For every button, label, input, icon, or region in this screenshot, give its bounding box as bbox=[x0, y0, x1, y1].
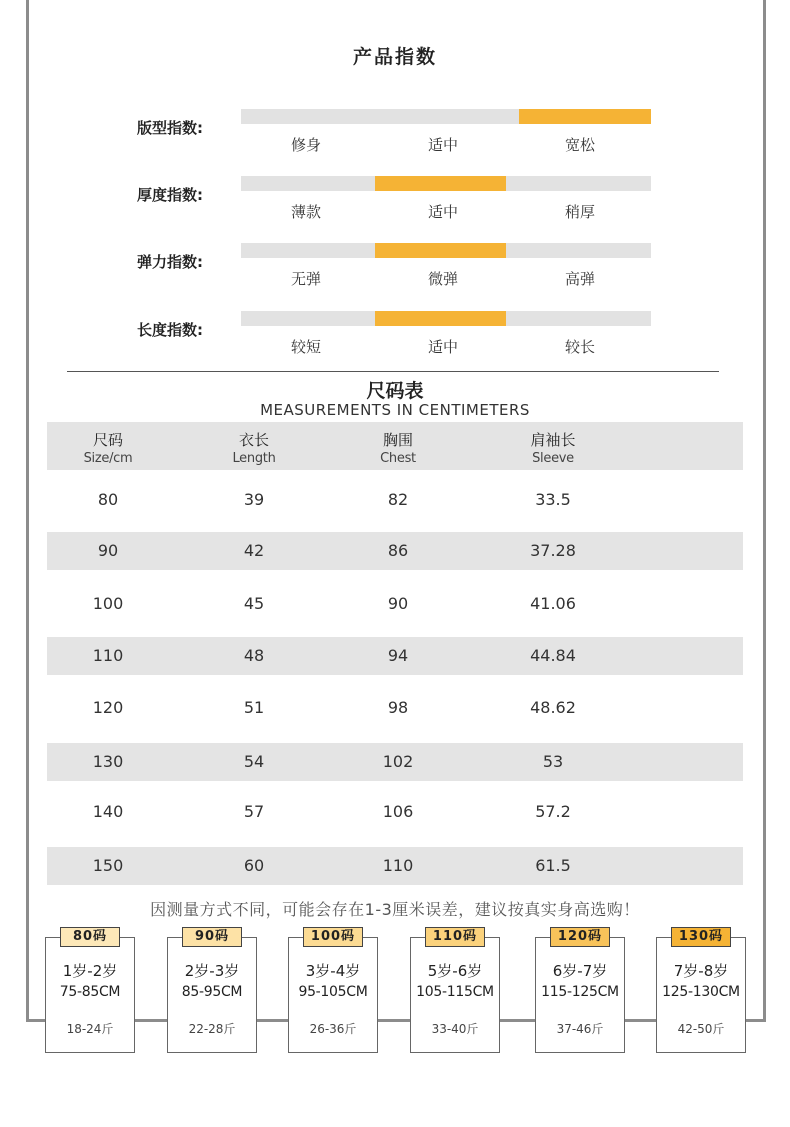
age-text: 7岁-8岁 bbox=[673, 962, 729, 980]
size-card bbox=[656, 929, 746, 1053]
table-cell: 82 bbox=[387, 490, 409, 509]
weight-text: 26-36斤 bbox=[309, 1022, 357, 1036]
index-row bbox=[0, 243, 790, 303]
table-cell: 60 bbox=[243, 856, 265, 875]
height-text: 115-125CM bbox=[541, 984, 619, 1000]
header-chest-en: Chest bbox=[380, 451, 416, 466]
size-card bbox=[167, 929, 257, 1053]
size-tag: 90码 bbox=[182, 927, 242, 947]
header-length-en: Length bbox=[232, 451, 276, 466]
index-bar-highlight bbox=[375, 176, 506, 191]
index-bar bbox=[241, 176, 651, 191]
age-text: 3岁-4岁 bbox=[305, 962, 361, 980]
table-cell: 130 bbox=[92, 752, 124, 771]
table-row bbox=[47, 847, 743, 885]
index-option: 较长 bbox=[564, 338, 595, 356]
table-row bbox=[47, 793, 743, 831]
header-size-en: Size/cm bbox=[83, 451, 133, 466]
height-text: 125-130CM bbox=[662, 984, 740, 1000]
header-length-zh: 衣长 bbox=[238, 431, 269, 449]
table-cell: 102 bbox=[382, 752, 414, 771]
index-row bbox=[0, 176, 790, 236]
size-table-header bbox=[47, 422, 743, 470]
table-row bbox=[47, 481, 743, 519]
size-chart-title: 尺码表 bbox=[366, 380, 424, 402]
index-option: 适中 bbox=[427, 338, 458, 356]
table-cell: 98 bbox=[387, 698, 409, 717]
table-cell: 94 bbox=[387, 646, 409, 665]
size-tag: 110码 bbox=[425, 927, 485, 947]
table-cell: 140 bbox=[92, 802, 124, 821]
table-cell: 86 bbox=[387, 541, 409, 560]
table-cell: 80 bbox=[97, 490, 119, 509]
age-text: 2岁-3岁 bbox=[184, 962, 240, 980]
index-option: 适中 bbox=[427, 203, 458, 221]
index-bar-highlight bbox=[375, 311, 506, 326]
table-cell: 33.5 bbox=[535, 490, 571, 509]
index-label: 版型指数: bbox=[137, 119, 203, 137]
section-divider bbox=[67, 371, 719, 372]
table-cell: 110 bbox=[382, 856, 414, 875]
index-row bbox=[0, 311, 790, 371]
table-cell: 51 bbox=[243, 698, 265, 717]
table-cell: 90 bbox=[387, 594, 409, 613]
table-row bbox=[47, 532, 743, 570]
table-cell: 61.5 bbox=[535, 856, 571, 875]
weight-text: 37-46斤 bbox=[556, 1022, 604, 1036]
header-size bbox=[43, 422, 173, 466]
index-bar-highlight bbox=[519, 109, 651, 124]
index-option: 修身 bbox=[290, 136, 321, 154]
size-tag: 130码 bbox=[671, 927, 731, 947]
table-cell: 57 bbox=[243, 802, 265, 821]
table-cell: 44.84 bbox=[530, 646, 576, 665]
weight-text: 18-24斤 bbox=[66, 1022, 114, 1036]
height-text: 85-95CM bbox=[181, 984, 243, 1000]
index-option: 稍厚 bbox=[564, 203, 595, 221]
index-option: 宽松 bbox=[564, 136, 595, 154]
index-option: 适中 bbox=[427, 136, 458, 154]
index-bar-highlight bbox=[375, 243, 506, 258]
frame-bottom-line bbox=[26, 1019, 766, 1022]
table-cell: 150 bbox=[92, 856, 124, 875]
height-text: 95-105CM bbox=[298, 984, 368, 1000]
size-card bbox=[535, 929, 625, 1053]
table-cell: 57.2 bbox=[535, 802, 571, 821]
index-option: 薄款 bbox=[290, 203, 321, 221]
table-cell: 53 bbox=[542, 752, 564, 771]
age-text: 1岁-2岁 bbox=[62, 962, 118, 980]
index-label: 长度指数: bbox=[137, 321, 203, 339]
weight-text: 42-50斤 bbox=[677, 1022, 725, 1036]
table-cell: 106 bbox=[382, 802, 414, 821]
table-cell: 48.62 bbox=[530, 698, 576, 717]
table-cell: 100 bbox=[92, 594, 124, 613]
index-option: 无弹 bbox=[290, 270, 321, 288]
table-row bbox=[47, 689, 743, 727]
table-cell: 48 bbox=[243, 646, 265, 665]
index-bar bbox=[241, 109, 651, 124]
age-text: 6岁-7岁 bbox=[552, 962, 608, 980]
table-cell: 120 bbox=[92, 698, 124, 717]
table-cell: 39 bbox=[243, 490, 265, 509]
size-tag: 100码 bbox=[303, 927, 363, 947]
weight-text: 33-40斤 bbox=[431, 1022, 479, 1036]
table-row bbox=[47, 743, 743, 781]
index-label: 弹力指数: bbox=[137, 253, 203, 271]
product-index-title: 产品指数 bbox=[352, 46, 437, 68]
table-row bbox=[47, 637, 743, 675]
size-card bbox=[45, 929, 135, 1053]
index-row bbox=[0, 109, 790, 169]
table-cell: 42 bbox=[243, 541, 265, 560]
header-chest-zh: 胸围 bbox=[382, 431, 413, 449]
index-option: 较短 bbox=[290, 338, 321, 356]
table-cell: 110 bbox=[92, 646, 124, 665]
table-row bbox=[47, 585, 743, 623]
index-bar bbox=[241, 243, 651, 258]
index-option: 高弹 bbox=[564, 270, 595, 288]
header-sleeve-zh: 肩袖长 bbox=[530, 431, 576, 449]
size-tag: 80码 bbox=[60, 927, 120, 947]
size-tag: 120码 bbox=[550, 927, 610, 947]
table-cell: 45 bbox=[243, 594, 265, 613]
table-cell: 90 bbox=[97, 541, 119, 560]
header-sleeve-en: Sleeve bbox=[532, 451, 574, 466]
index-option: 微弹 bbox=[427, 270, 458, 288]
height-text: 105-115CM bbox=[416, 984, 494, 1000]
header-size-zh: 尺码 bbox=[92, 431, 123, 449]
index-label: 厚度指数: bbox=[137, 186, 203, 204]
header-sleeve bbox=[488, 422, 618, 466]
size-chart-subtitle: MEASUREMENTS IN CENTIMETERS bbox=[260, 401, 530, 419]
measurement-note: 因测量方式不同，可能会存在1-3厘米误差，建议按真实身高选购！ bbox=[150, 900, 640, 919]
table-cell: 41.06 bbox=[530, 594, 576, 613]
index-bar bbox=[241, 311, 651, 326]
size-card bbox=[288, 929, 378, 1053]
height-text: 75-85CM bbox=[59, 984, 121, 1000]
table-cell: 54 bbox=[243, 752, 265, 771]
size-card bbox=[410, 929, 500, 1053]
table-cell: 37.28 bbox=[530, 541, 576, 560]
header-length bbox=[189, 422, 319, 466]
weight-text: 22-28斤 bbox=[188, 1022, 236, 1036]
header-chest bbox=[333, 422, 463, 466]
age-text: 5岁-6岁 bbox=[427, 962, 483, 980]
